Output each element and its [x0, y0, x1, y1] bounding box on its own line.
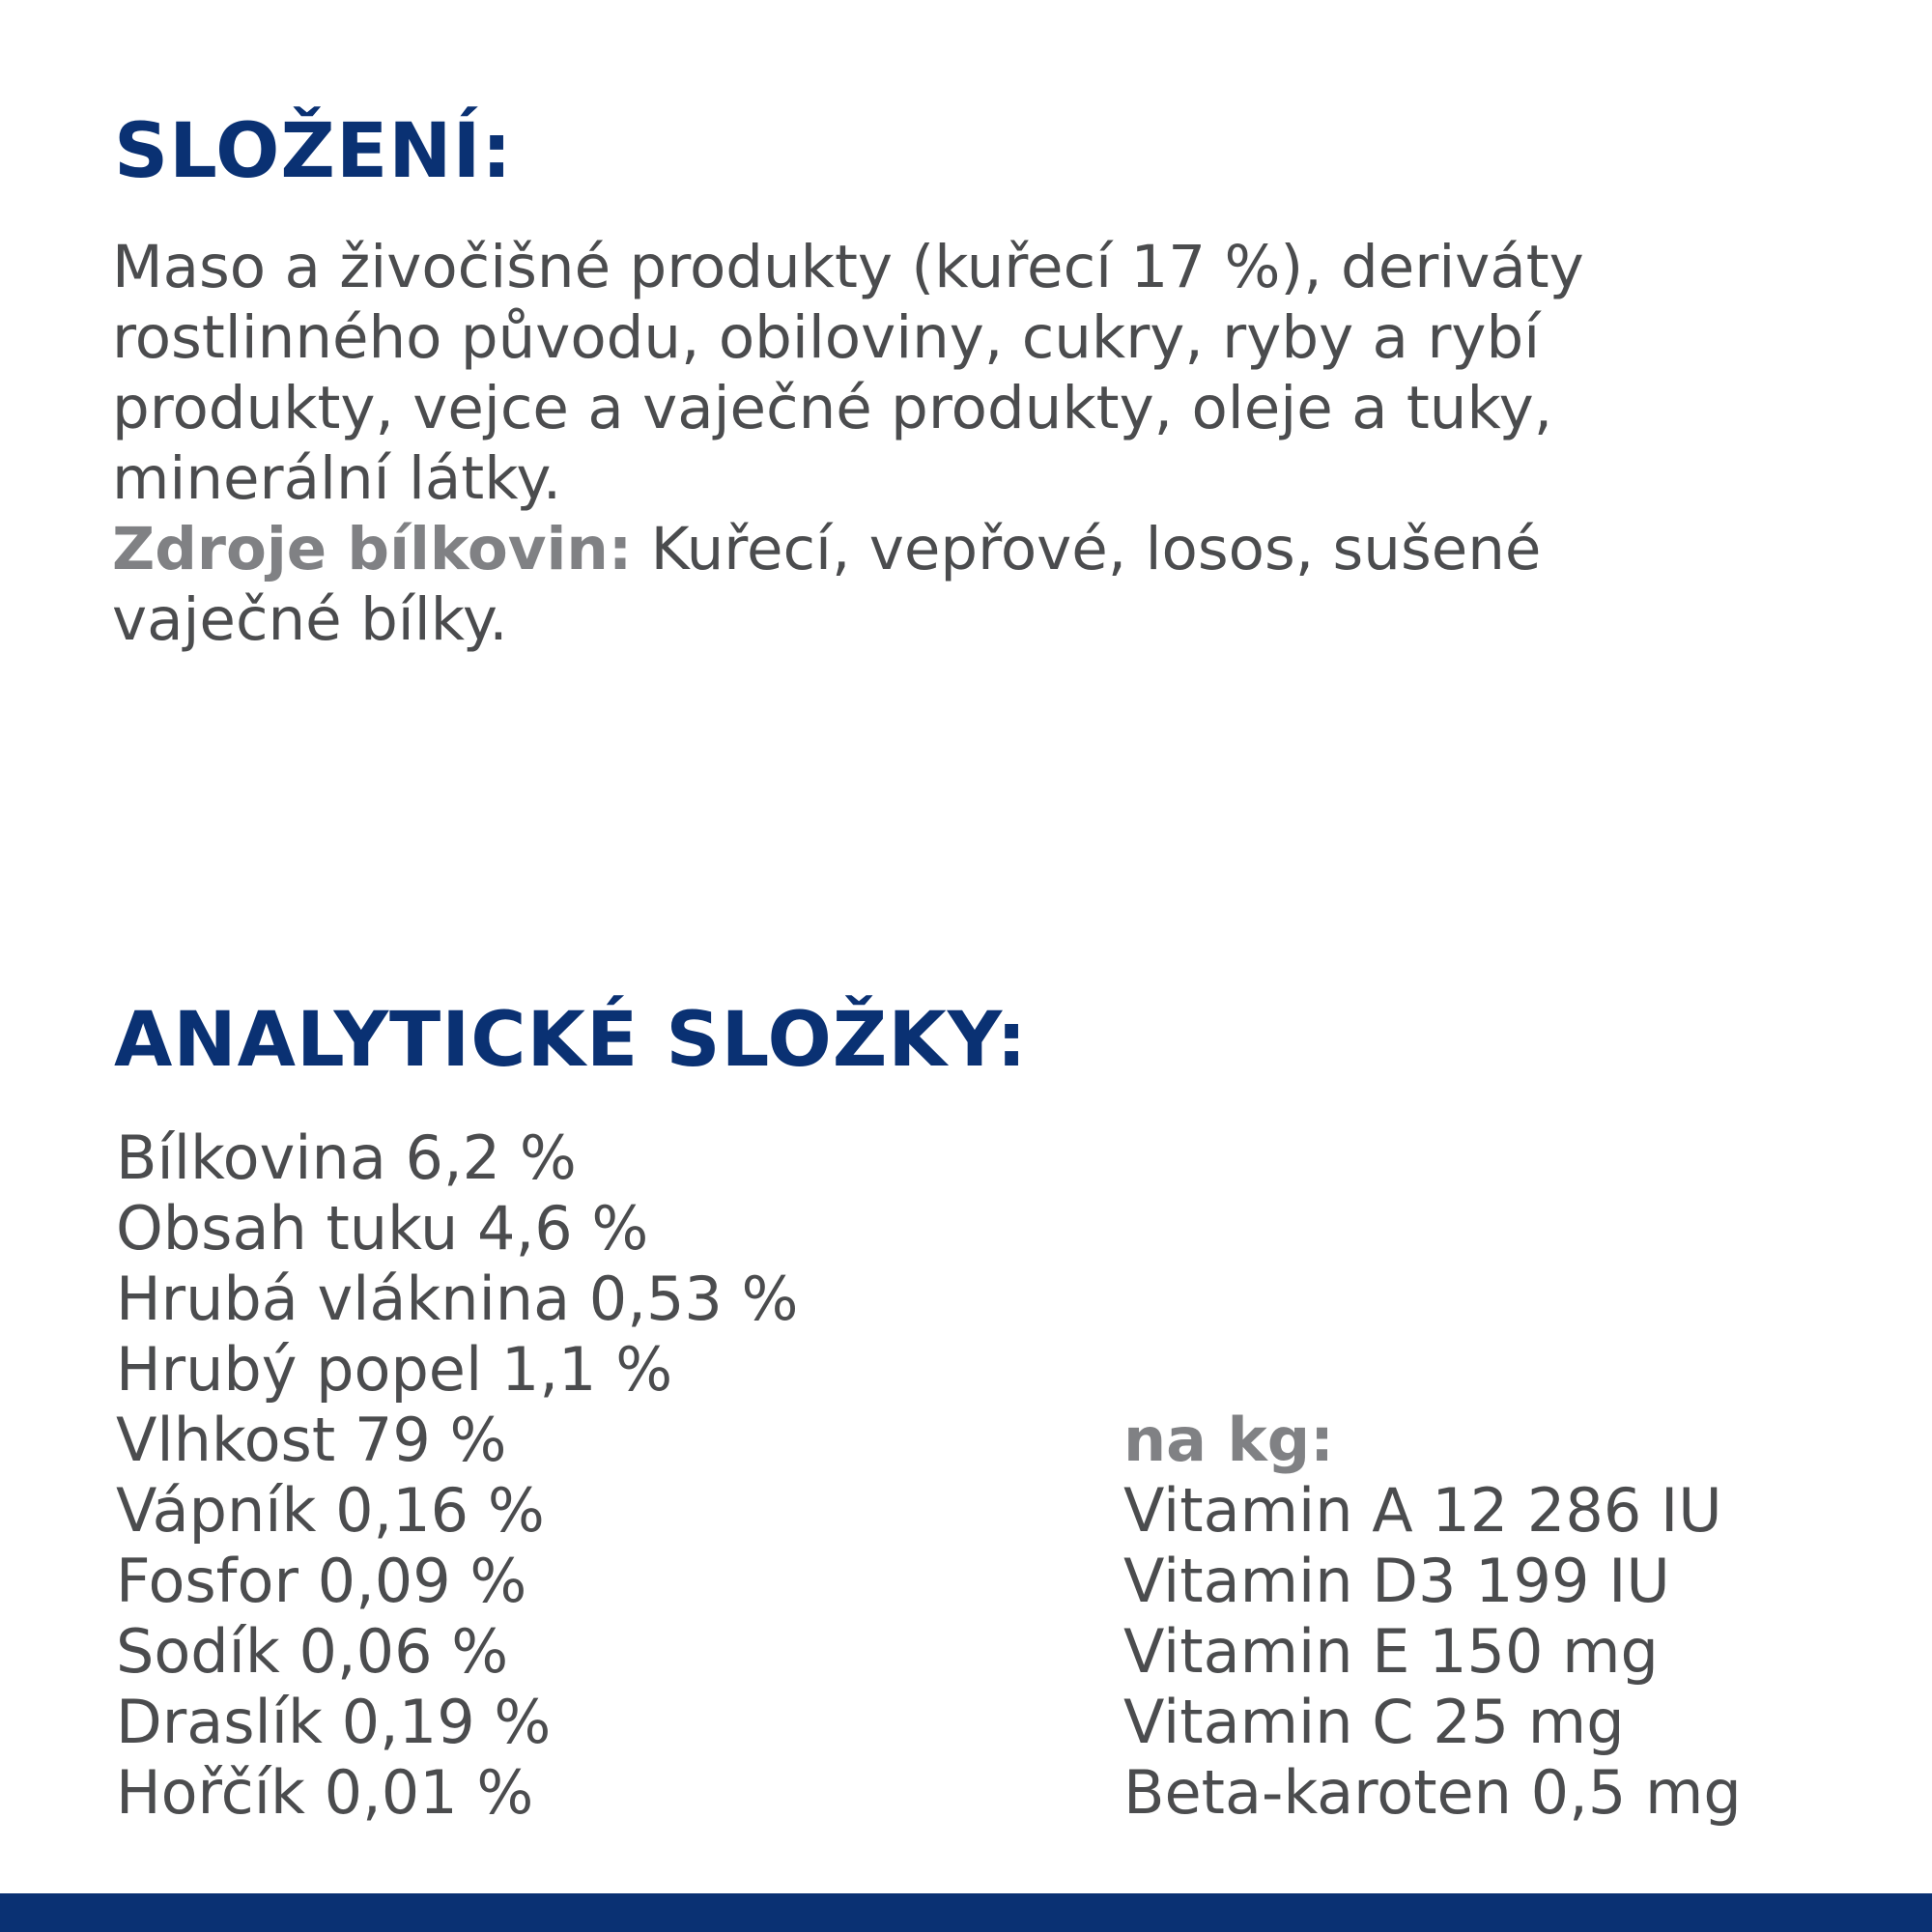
- composition-heading: SLOŽENÍ:: [114, 108, 513, 195]
- vitamin-item: Vitamin E 150 mg: [1123, 1616, 1659, 1687]
- composition-line: minerální látky.: [112, 444, 562, 513]
- vitamin-item: Beta-karoten 0,5 mg: [1123, 1757, 1742, 1828]
- analytic-item: Hořčík 0,01 %: [116, 1757, 534, 1828]
- vitamin-item: Vitamin A 12 286 IU: [1123, 1475, 1722, 1546]
- protein-sources-value: Kuřecí, vepřové, losos, sušené: [632, 515, 1542, 583]
- composition-text: [112, 232, 1832, 655]
- composition-line: produkty, vejce a vaječné produkty, oleje a tuky,: [112, 374, 1553, 442]
- analytic-components-list: [116, 1122, 798, 1828]
- analytic-item: Bílkovina 6,2 %: [116, 1122, 577, 1193]
- composition-line: rostlinného původu, obiloviny, cukry, ryby a rybí: [112, 303, 1541, 372]
- analytic-item: Fosfor 0,09 %: [116, 1546, 527, 1616]
- vitamin-item: Vitamin C 25 mg: [1123, 1687, 1625, 1757]
- vitamin-item: Vitamin D3 199 IU: [1123, 1546, 1670, 1616]
- analytic-item: Vlhkost 79 %: [116, 1405, 507, 1475]
- analytic-item: Hrubá vláknina 0,53 %: [116, 1264, 799, 1334]
- per-kg-label: na kg:: [1123, 1405, 1334, 1475]
- analytic-item: Obsah tuku 4,6 %: [116, 1193, 649, 1264]
- analytic-item: Draslík 0,19 %: [116, 1687, 552, 1757]
- protein-sources-continuation: vaječné bílky.: [112, 585, 508, 654]
- footer-bar: [0, 1893, 1932, 1932]
- analytic-item: Hrubý popel 1,1 %: [116, 1334, 673, 1405]
- composition-line: Maso a živočišné produkty (kuřecí 17 %), deriváty: [112, 233, 1584, 301]
- protein-sources-line: [112, 514, 1832, 584]
- per-kg-vitamins-list: [1123, 1405, 1742, 1828]
- analytic-heading: ANALYTICKÉ SLOŽKY:: [114, 997, 1028, 1084]
- analytic-item: Vápník 0,16 %: [116, 1475, 545, 1546]
- analytic-item: Sodík 0,06 %: [116, 1616, 509, 1687]
- protein-sources-label: Zdroje bílkovin:: [112, 515, 633, 583]
